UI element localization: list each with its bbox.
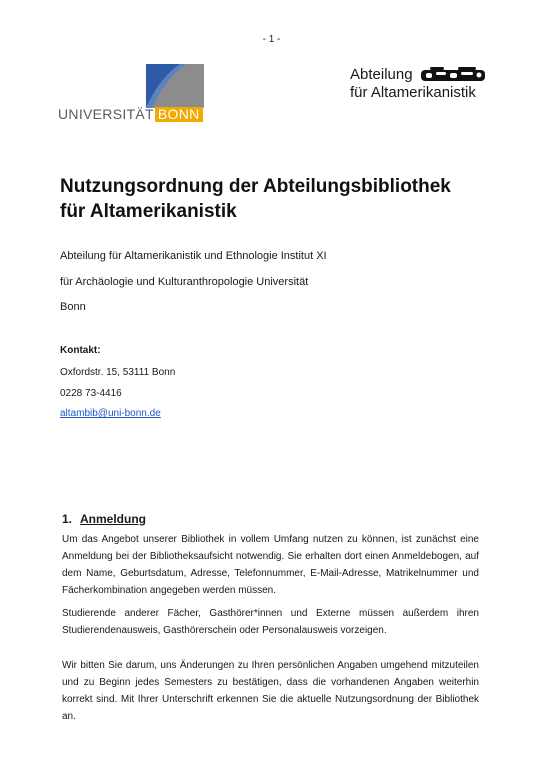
institute-line1: Abteilung für Altamerikanistik und Ethnologie Institut XI [60,250,327,262]
section-heading [62,512,146,526]
section-heading-label: Anmeldung [80,512,146,526]
section-number: 1. [62,512,73,526]
document-title [60,174,500,224]
university-wordmark [58,107,204,122]
department-logo [350,66,490,108]
university-wordmark-first: UNIVERSITÄT [58,106,154,122]
contact-label: Kontakt: [60,345,101,356]
maya-glyph-icon [420,67,486,83]
university-wordmark-bonn: BONN [155,107,203,122]
department-logo-line1: Abteilung [350,66,413,83]
page-number: - 1 - [262,34,281,45]
university-bonn-logo [58,64,206,122]
contact-email-link[interactable]: altambib@uni-bonn.de [60,408,161,419]
paragraph: Wir bitten Sie darum, uns Änderungen zu Ihren persönlichen Angaben umgehend mitzuteilen und zu Beginn jedes Semesters zu bestätigen, dass die vorhandenen Angaben weiterhin korrekt sind. Mit Ihrer Unterschrift erkennen Sie die aktuelle Nutzungsordnung der Bibliothek an. [62,660,479,722]
university-logo-mark [146,64,204,108]
document-title-line2: für Altamerikanistik [60,201,237,222]
document-title-line1: Nutzungsordnung der Abteilungsbibliothek [60,176,451,197]
paragraph: Studierende anderer Fächer, Gasthörer*innen und Externe müssen außerdem ihren Studierendenausweis, Gasthörerschein oder Personalausweis vorzeigen. [62,608,479,636]
institute-line3: Bonn [60,301,86,313]
contact-phone: 0228 73-4416 [60,388,122,399]
institute-line2: für Archäologie und Kulturanthropologie Universität [60,276,309,288]
paragraph: Um das Angebot unserer Bibliothek in vollem Umfang nutzen zu können, ist zunächst eine Anmeldung bei der Bibliotheksaufsicht notwendig. Sie erhalten dort einen Anmeldebogen, auf dem Name, Geburtsdatum, Adresse, Telefonnummer, E-Mail-Adresse, Matrikelnummer und Fächerkombination angegeben werden müssen. [62,534,479,596]
contact-address: Oxfordstr. 15, 53111 Bonn [60,367,176,378]
department-logo-line2: für Altamerikanistik [350,84,476,101]
